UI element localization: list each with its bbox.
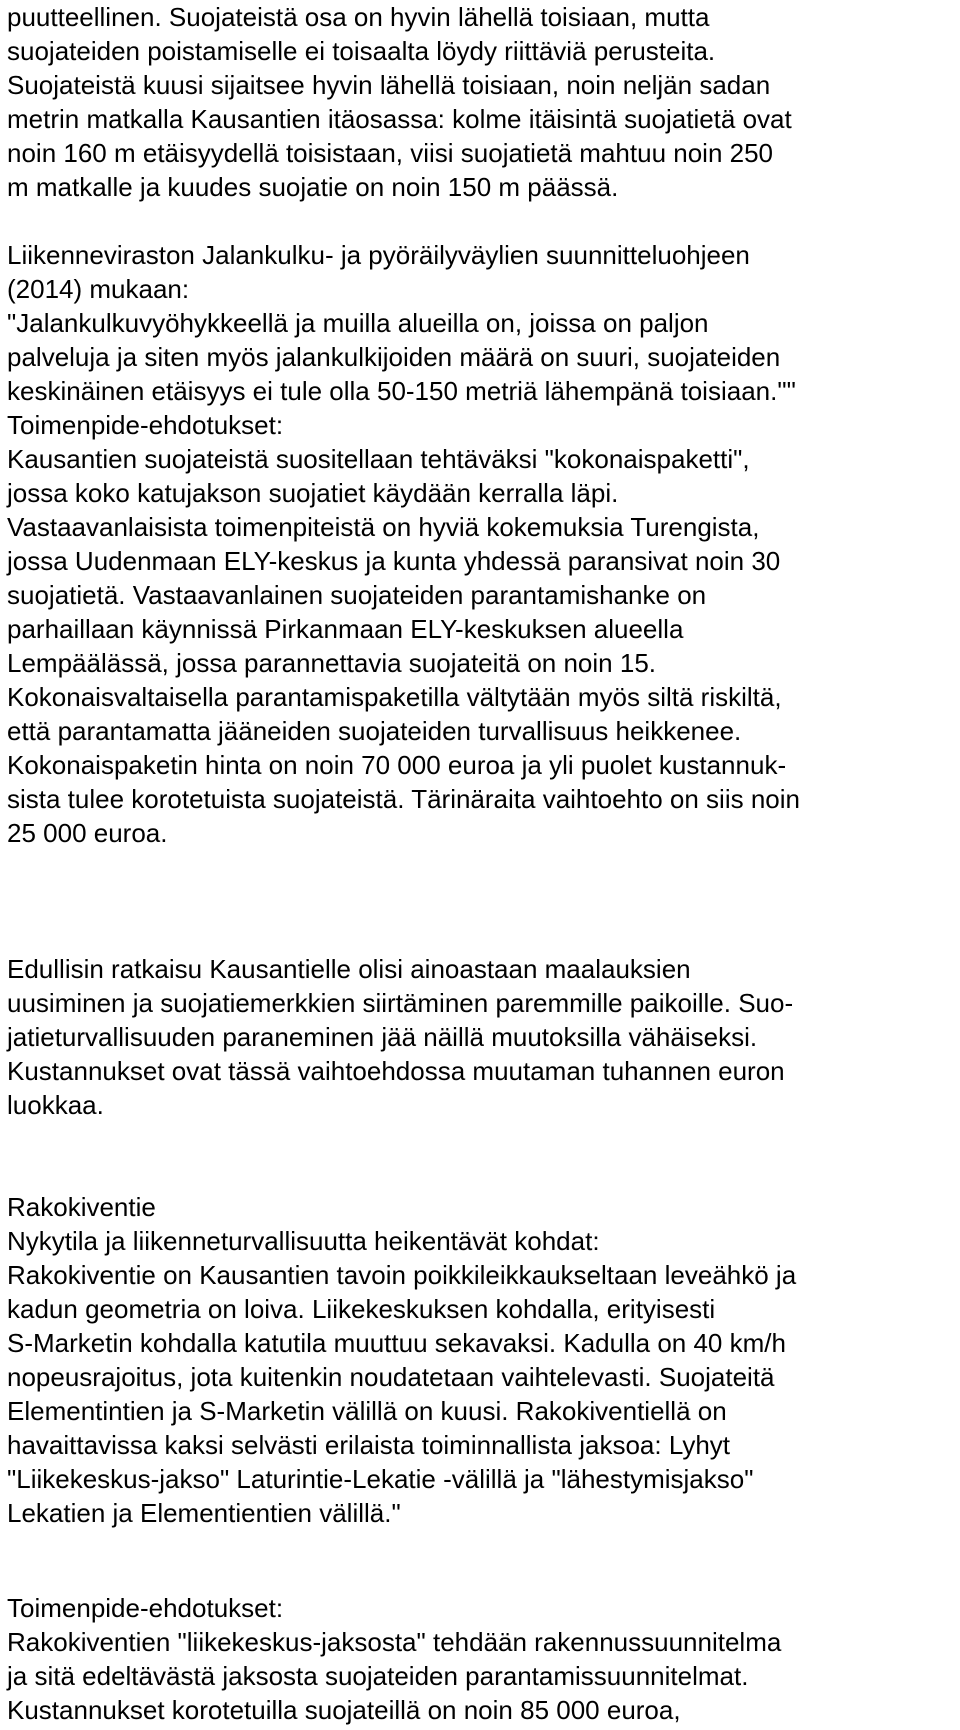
text-line: nopeusrajoitus, jota kuitenkin noudatetaan vaihtelevasti. Suojateitä <box>7 1362 775 1392</box>
text-line: Liikenneviraston Jalankulku- ja pyöräilyväylien suunnitteluohjeen <box>7 240 750 270</box>
text-line: metrin matkalla Kausantien itäosassa: kolme itäisintä suojatietä ovat <box>7 104 792 134</box>
text-line: uusiminen ja suojatiemerkkien siirtäminen paremmille paikoille. Suo- <box>7 988 794 1018</box>
text-line: sista tulee korotetuista suojateistä. Tärinäraita vaihtoehto on siis noin <box>7 784 800 814</box>
text-line: Elementintien ja S-Marketin välillä on kuusi. Rakokiventiellä on <box>7 1396 727 1426</box>
text-line: palveluja ja siten myös jalankulkijoiden määrä on suuri, suojateiden <box>7 342 781 372</box>
text-line: Rakokiventie <box>7 1192 156 1222</box>
text-line: noin 160 m etäisyydellä toisistaan, viisi suojatietä mahtuu noin 250 <box>7 138 774 168</box>
text-line: kadun geometria on loiva. Liikekeskuksen kohdalla, erityisesti <box>7 1294 716 1324</box>
paragraph-rakokiventie <box>7 1190 796 1530</box>
text-line: "Liikekeskus-jakso" Laturintie-Lekatie -välillä ja "lähestymisjakso" <box>7 1464 754 1494</box>
text-line: Kustannukset ovat tässä vaihtoehdossa muutaman tuhannen euron <box>7 1056 785 1086</box>
text-line: Kokonaisvaltaisella parantamispaketilla vältytään myös siltä riskiltä, <box>7 682 782 712</box>
text-line: Lempäälässä, jossa parannettavia suojateitä on noin 15. <box>7 648 656 678</box>
paragraph-suojatiet-kausantie <box>7 0 792 204</box>
text-line: m matkalle ja kuudes suojatie on noin 150 m päässä. <box>7 172 619 202</box>
text-line: S-Marketin kohdalla katutila muuttuu sekavaksi. Kadulla on 40 km/h <box>7 1328 786 1358</box>
text-line: Toimenpide-ehdotukset: <box>7 410 284 440</box>
text-line: Lekatien ja Elementientien välillä." <box>7 1498 401 1528</box>
text-line: Nykytila ja liikenneturvallisuutta heikentävät kohdat: <box>7 1226 600 1256</box>
text-line: havaittavissa kaksi selvästi erilaista toiminnallista jaksoa: Lyhyt <box>7 1430 731 1460</box>
text-line: Rakokiventien "liikekeskus-jaksosta" tehdään rakennussuunnitelma <box>7 1627 782 1657</box>
text-line: Kausantien suojateistä suositellaan tehtäväksi "kokonaispaketti", <box>7 444 750 474</box>
text-line: parhaillaan käynnissä Pirkanmaan ELY-keskuksen alueella <box>7 614 684 644</box>
text-line: suojateiden poistamiselle ei toisaalta löydy riittäviä perusteita. <box>7 36 716 66</box>
text-line: "Jalankulkuvyöhykkeellä ja muilla alueilla on, joissa on paljon <box>7 308 709 338</box>
text-line: Kustannukset korotetuilla suojateillä on noin 85 000 euroa, <box>7 1695 681 1725</box>
text-line: 25 000 euroa. <box>7 818 168 848</box>
text-line: Edullisin ratkaisu Kausantielle olisi ainoastaan maalauksien <box>7 954 691 984</box>
paragraph-edullisin-ratkaisu <box>7 952 793 1122</box>
text-line: jossa Uudenmaan ELY-keskus ja kunta yhdessä paransivat noin 30 <box>7 546 781 576</box>
text-line: että parantamatta jääneiden suojateiden turvallisuus heikkenee. <box>7 716 742 746</box>
text-line: keskinäinen etäisyys ei tule olla 50-150 metriä lähempänä toisiaan."" <box>7 376 796 406</box>
text-line: jatieturvallisuuden paraneminen jää näillä muutoksilla vähäiseksi. <box>7 1022 758 1052</box>
text-line: puutteellinen. Suojateistä osa on hyvin lähellä toisiaan, mutta <box>7 2 710 32</box>
text-line: luokkaa. <box>7 1090 104 1120</box>
text-line: Kokonaispaketin hinta on noin 70 000 euroa ja yli puolet kustannuk- <box>7 750 787 780</box>
text-line: ja sitä edeltävästä jaksosta suojateiden parantamissuunnitelmat. <box>7 1661 749 1691</box>
text-line: Suojateistä kuusi sijaitsee hyvin lähellä toisiaan, noin neljän sadan <box>7 70 771 100</box>
text-line: Rakokiventie on Kausantien tavoin poikkileikkaukseltaan leveähkö ja <box>7 1260 797 1290</box>
text-line: jossa koko katujakson suojatiet käydään kerralla läpi. <box>7 478 619 508</box>
paragraph-rakokiventie-toimenpiteet <box>7 1591 781 1727</box>
text-line: Toimenpide-ehdotukset: <box>7 1593 284 1623</box>
paragraph-liikennevirasto-toimenpiteet <box>7 238 800 850</box>
text-line: Vastaavanlaisista toimenpiteistä on hyviä kokemuksia Turengista, <box>7 512 760 542</box>
text-line: (2014) mukaan: <box>7 274 190 304</box>
text-line: suojatietä. Vastaavanlainen suojateiden parantamishanke on <box>7 580 707 610</box>
